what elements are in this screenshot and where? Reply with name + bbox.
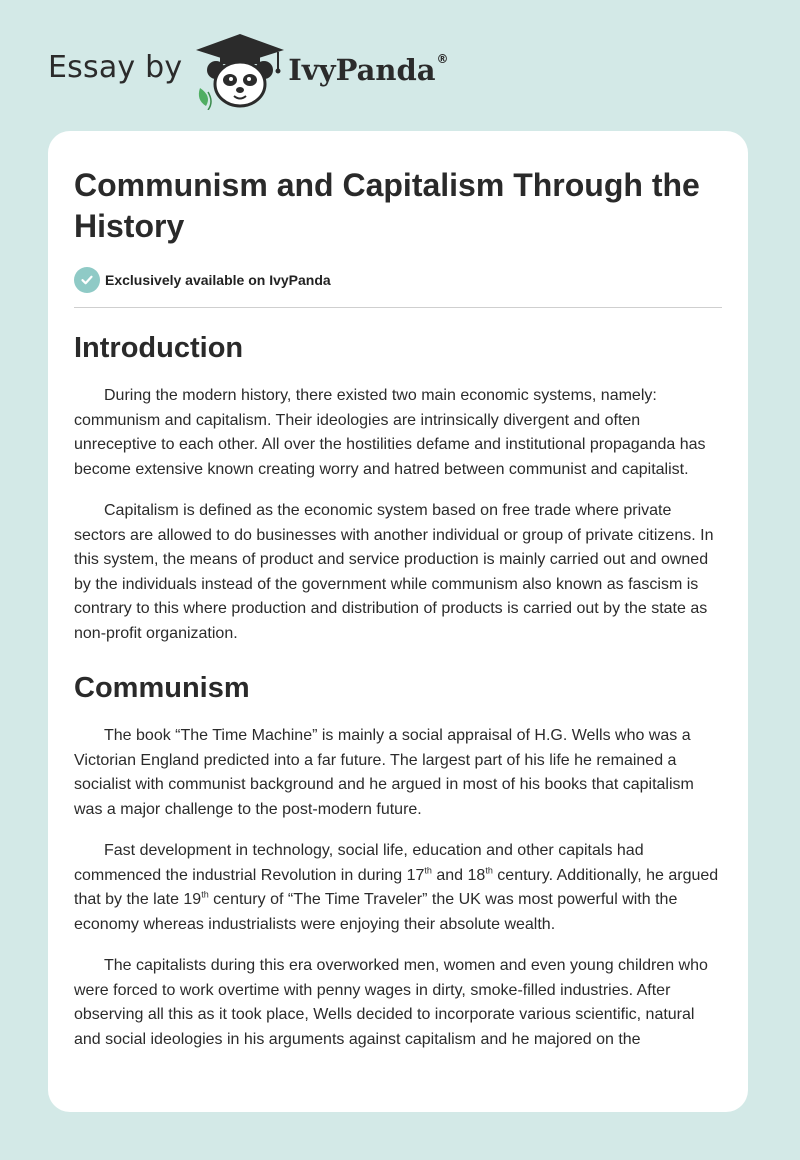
registered-mark: ® [436, 52, 449, 67]
brand-name: IvyPanda® [288, 52, 449, 87]
check-circle-icon [74, 267, 100, 293]
section-heading-communism: Communism [74, 672, 250, 704]
exclusive-badge [74, 267, 722, 293]
section-heading-introduction: Introduction [74, 332, 244, 364]
paragraph-text: and 18 [431, 866, 486, 884]
site-header [48, 30, 449, 110]
paragraph [74, 839, 722, 937]
superscript: th [201, 889, 209, 900]
superscript: th [485, 865, 493, 876]
essay-by-label: Essay by [48, 49, 183, 85]
superscript: th [424, 865, 432, 876]
paragraph: During the modern history, there existed two main economic systems, namely: communism and capitalism. Their ideologies are intrinsically divergent and often unreceptive to each other. All over the hostilities defame and institutional propaganda has become extensive known creating worry and hatred between communist and capitalist. [74, 387, 706, 478]
paragraph-text: Fast development in technology, social life, education and other capitals had commenced the industrial Revolution in during 17 [74, 842, 644, 884]
paragraph: The book “The Time Machine” is mainly a social appraisal of H.G. Wells who was a Victorian England predicted into a far future. The largest part of his life he remained a socialist with communist background and he argued in most of his books that capitalism was a major challenge to the post-modern future. [74, 727, 694, 818]
exclusive-badge-text: Exclusively available on IvyPanda [105, 272, 331, 288]
article-title: Communism and Capitalism Through the History [74, 167, 700, 244]
paragraph-text: century. Additionally, he argued that by the late 19 [74, 866, 719, 908]
paragraph: The capitalists during this era overworked men, women and even young children who were forced to work overtime with penny wages in dirty, smoke-filled industries. After observing all this as it took place, Wells decided to incorporate various scientific, natural and social ideologies in his arguments against capitalism and he majored on the [74, 957, 708, 1048]
article-card [48, 131, 748, 1112]
paragraph: Capitalism is defined as the economic system based on free trade where private sectors are allowed to do businesses with another individual or group of private citizens. In this system, the means of product and service production is mainly carried out and owned by the individuals instead of the government while communism also known as fascism is contrary to this where production and distribution of products is carried out by the state as non-profit organization. [74, 502, 714, 642]
paragraph-text: century of “The Time Traveler” the UK was most powerful with the economy whereas industrialists were enjoying their absolute wealth. [74, 891, 678, 933]
panda-graduate-icon [194, 30, 286, 110]
divider [74, 307, 722, 308]
